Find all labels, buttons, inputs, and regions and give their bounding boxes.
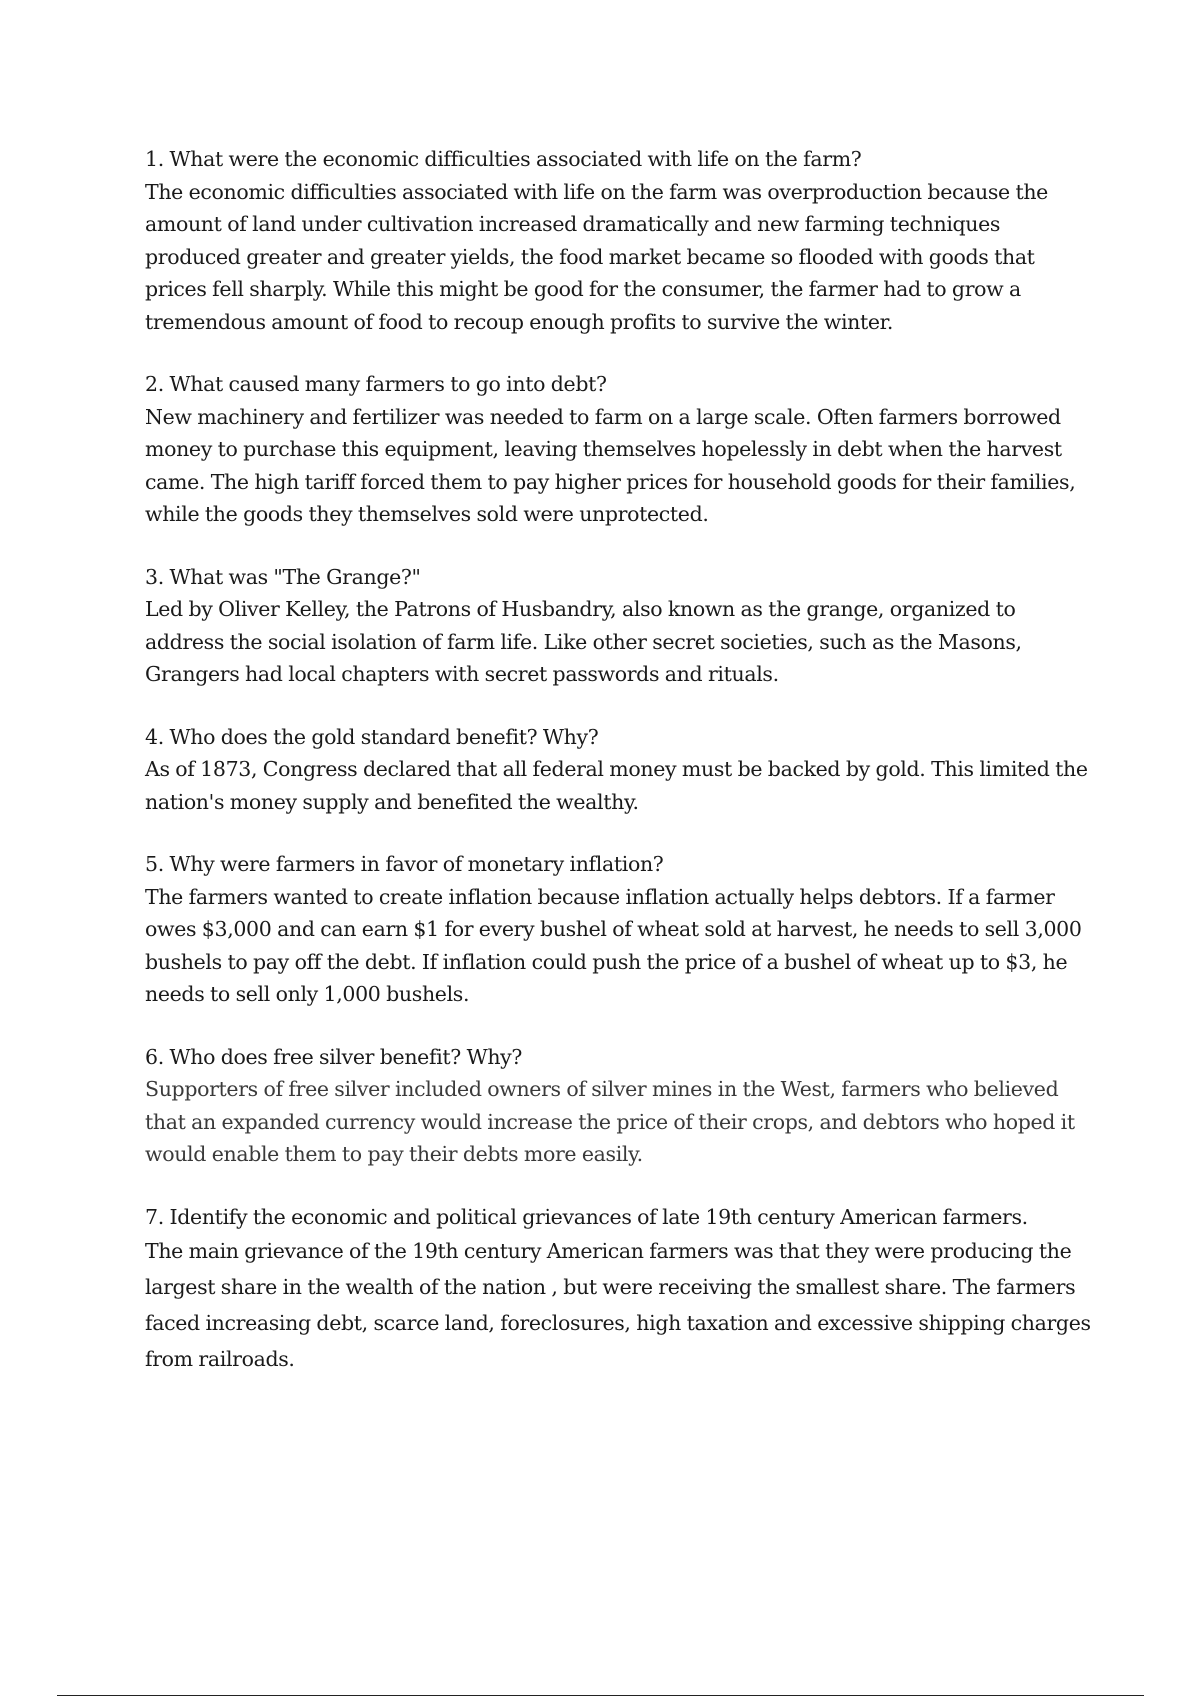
qa-item-5 <box>145 848 1095 1011</box>
qa-item-2 <box>145 368 1095 531</box>
qa-item-6 <box>145 1041 1095 1171</box>
answer-2: New machinery and fertilizer was needed to farm on a large scale. Often farmers borrowed money to purchase this equipment, leaving themselves hopelessly in debt when the harvest came. The high tariff forced them to pay higher prices for household goods for their families, while the goods they themselves sold were unprotected. <box>145 404 1076 526</box>
question-1: 1. What were the economic difficulties associated with life on the farm? <box>145 147 862 171</box>
question-2: 2. What caused many farmers to go into debt? <box>145 372 607 396</box>
answer-1: The economic difficulties associated with life on the farm was overproduction because the amount of land under cultivation increased dramatically and new farming techniques produced greater and greater yields, the food market became so flooded with goods that prices fell sharply. While this might be good for the consumer, the farmer had to grow a tremendous amount of food to recoup enough profits to survive the winter. <box>145 179 1048 334</box>
qa-item-7 <box>145 1201 1095 1378</box>
question-6: 6. Who does free silver benefit? Why? <box>145 1044 523 1069</box>
question-3: 3. What was "The Grange?" <box>145 564 421 589</box>
qa-item-1 <box>145 143 1095 338</box>
answer-3: Led by Oliver Kelley, the Patrons of Husbandry, also known as the grange, organized to address the social isolation of farm life. Like other secret societies, such as the Masons, Grangers had local chapters with secret passwords and rituals. <box>145 597 1022 686</box>
answer-5: The farmers wanted to create inflation because inflation actually helps debtors. If a farmer owes $3,000 and can earn $1 for every bushel of wheat sold at harvest, he needs to sell 3,000 bushels to pay off the debt. If inflation could push the price of a bushel of wheat up to $3, he needs to sell only 1,000 bushels. <box>145 884 1082 1006</box>
qa-item-3 <box>145 561 1095 691</box>
question-5: 5. Why were farmers in favor of monetary inflation? <box>145 852 664 876</box>
answer-7: The main grievance of the 19th century American farmers was that they were producing the largest share in the wealth of the nation , but were receiving the smallest share. The farmers faced increasing debt, scarce land, foreclosures, high taxation and excessive shipping charges from railroads. <box>145 1239 1091 1371</box>
question-4: 4. Who does the gold standard benefit? Why? <box>145 724 599 749</box>
footer-divider <box>57 1695 1144 1696</box>
qa-item-4 <box>145 721 1095 819</box>
document-page <box>145 143 1095 1407</box>
question-7: 7. Identify the economic and political grievances of late 19th century American farmers. <box>145 1204 1028 1229</box>
answer-6: Supporters of free silver included owners of silver mines in the West, farmers who believed that an expanded currency would increase the price of their crops, and debtors who hoped it would enable them to pay their debts more easily. <box>145 1077 1075 1166</box>
answer-4: As of 1873, Congress declared that all federal money must be backed by gold. This limited the nation's money supply and benefited the wealthy. <box>145 757 1088 814</box>
